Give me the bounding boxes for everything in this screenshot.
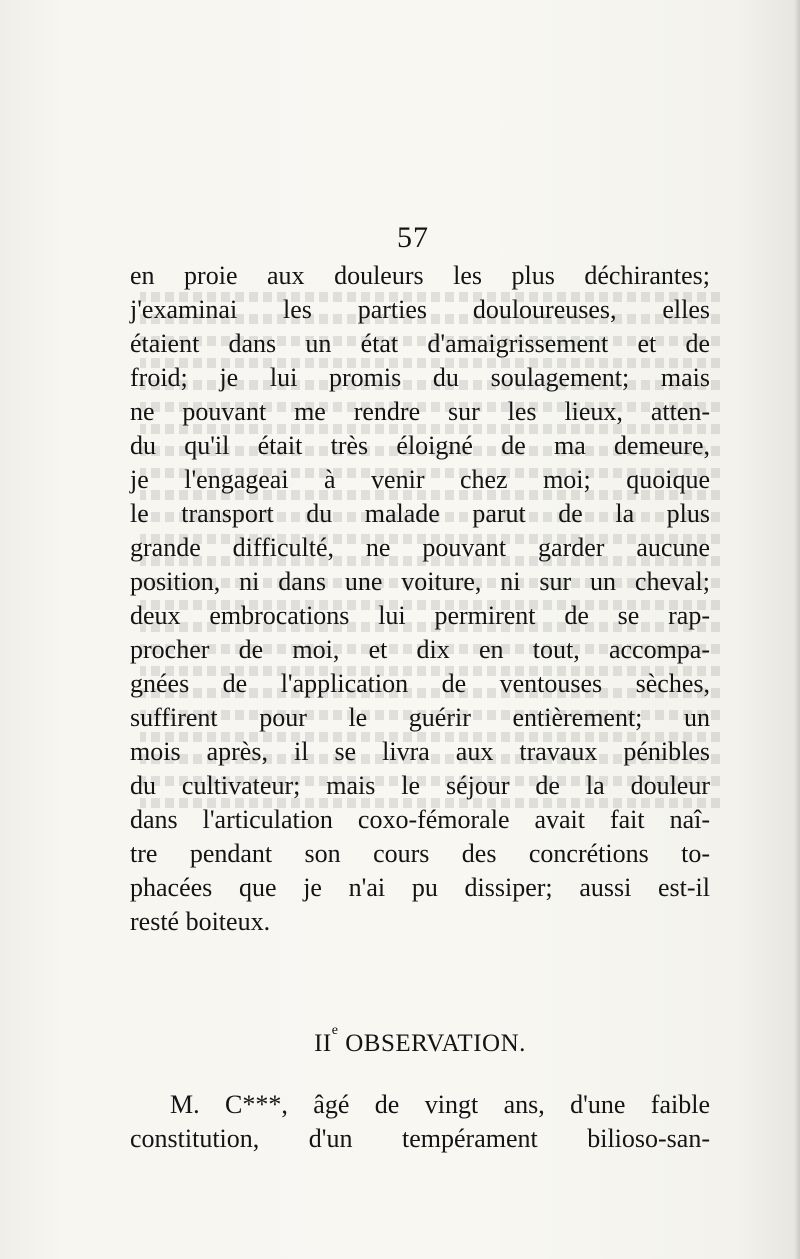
text-line: froid; je lui promis du soulagement; mais: [130, 363, 710, 392]
section-heading: [130, 1024, 710, 1064]
text-line: deux embrocations lui permirent de se rap-: [130, 601, 710, 630]
main-paragraph: [130, 259, 710, 939]
heading-title: OBSERVATION.: [338, 1030, 526, 1057]
text-line: j'examinai les parties douloureuses, elles: [130, 295, 710, 324]
text-line: grande difficulté, ne pouvant garder aucune: [130, 533, 710, 562]
text-line: du cultivateur; mais le séjour de la douleur: [130, 771, 710, 800]
text-line: suffirent pour le guérir entièrement; un: [130, 703, 710, 732]
text-line: dans l'articulation coxo-fémorale avait fait naî-: [130, 805, 710, 834]
text-line: le transport du malade parut de la plus: [130, 499, 710, 528]
text-line: gnées de l'application de ventouses sèches,: [130, 669, 710, 698]
text-line: procher de moi, et dix en tout, accompa-: [130, 635, 710, 664]
text-line: position, ni dans une voiture, ni sur un cheval;: [130, 567, 710, 596]
page-edge-shadow: [794, 0, 800, 1259]
page-number: 57: [397, 221, 429, 254]
text-line: tre pendant son cours des concrétions to-: [130, 839, 710, 868]
text-line: phacées que je n'ai pu dissiper; aussi est-il: [130, 873, 710, 902]
heading-superscript: e: [331, 1023, 339, 1038]
text-line: du qu'il était très éloigné de ma demeure,: [130, 431, 710, 460]
text-line: je l'engageai à venir chez moi; quoique: [130, 465, 710, 494]
text-line: étaient dans un état d'amaigrissement et de: [130, 329, 710, 358]
text-line: constitution, d'un tempérament bilioso-san-: [130, 1124, 710, 1153]
text-line: ne pouvant me rendre sur les lieux, atten-: [130, 397, 710, 426]
text-line: en proie aux douleurs les plus déchirantes;: [130, 261, 710, 290]
text-line: M. C***, âgé de vingt ans, d'une faible: [170, 1090, 710, 1119]
heading-numeral: II: [314, 1030, 332, 1057]
second-paragraph: [130, 1088, 710, 1156]
text-line: resté boiteux.: [130, 907, 271, 936]
text-line: mois après, il se livra aux travaux pénibles: [130, 737, 710, 766]
